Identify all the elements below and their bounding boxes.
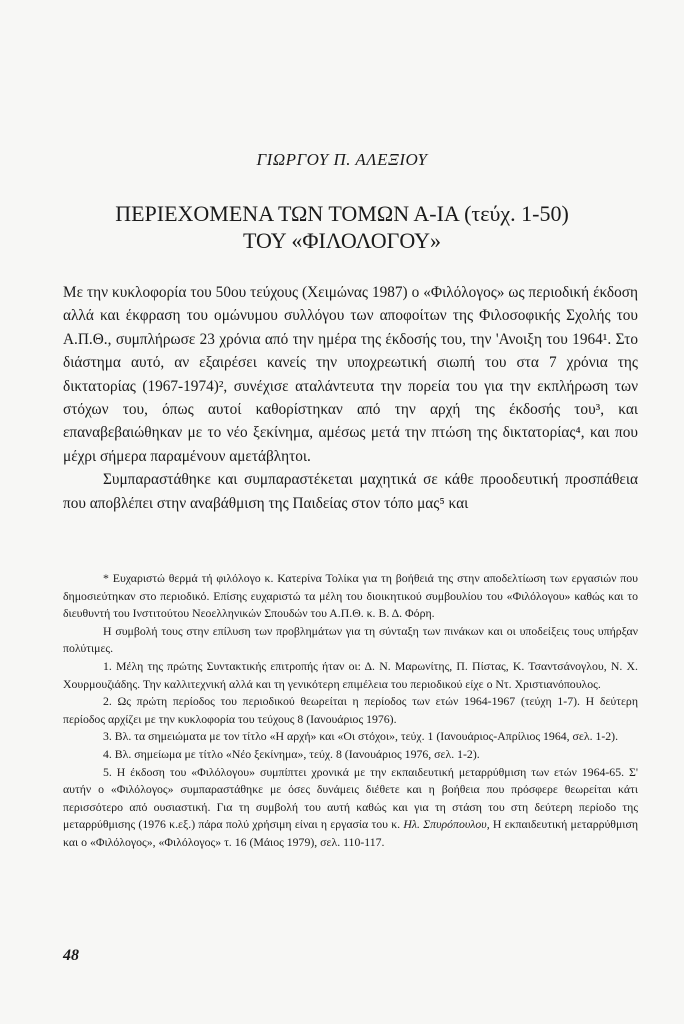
body-paragraph-2: Συμπαραστάθηκε και συμπαραστέκεται μαχητικά σε κάθε προοδευτική προσπάθεια που αποβλέπει στην αναβάθμιση της Παιδείας στον τόπο μας⁵ και [63, 471, 638, 512]
footnotes [63, 570, 638, 852]
title-line-1: ΠΕΡΙΕΧΟΜΕΝΑ ΤΩΝ ΤΟΜΩΝ Α-ΙΑ (τεύχ. 1-50) [115, 201, 569, 226]
article-title [60, 200, 624, 254]
footnote-2: 2. Ως πρώτη περίοδος του περιοδικού θεωρείται η περίοδος των ετών 1964-1967 (τεύχη 1-7). Η δεύτερη περίοδος αρχίζει με την κυκλοφορία του τεύχους 8 (Ιανουάριος 1976). [63, 694, 638, 726]
footnote-4: 4. Βλ. σημείωμα με τίτλο «Νέο ξεκίνημα», τεύχ. 8 (Ιανουάριος 1976, σελ. 1-2). [103, 746, 480, 761]
footnote-1: 1. Μέλη της πρώτης Συντακτικής επιτροπής ήταν οι: Δ. Ν. Μαρωνίτης, Π. Πίστας, Κ. Τσαντσάνογλου, Ν. Χ. Χουρμουζιάδης. Την καλλιτεχνική αλλά και τη γενικότερη επιμέλεια του περιοδικού είχε ο Ντ. Χριστιανόπουλος. [63, 658, 638, 691]
title-line-2: ΤΟΥ «ΦΙΛΟΛΟΓΟΥ» [242, 228, 442, 253]
author-name: ΓΙΩΡΓΟΥ Π. ΑΛΕΞΙΟΥ [256, 150, 428, 169]
footnote-acknowledgement-2: Η συμβολή τους στην επίλυση των προβλημάτων για τη σύνταξη των πινάκων και οι υποδείξεις τους υπήρξαν πολύτιμες. [63, 623, 638, 656]
footnote-5-text-a: 5. Η έκδοση του «Φιλόλογου» συμπίπτει χρονικά με την εκπαιδευτική μεταρρύθμιση των ετών 1964-65. Σ' αυτήν ο «Φιλόλογος» συμπαραστάθηκε με όσες δυνάμεις διέθετε και η βοήθεια που πρόσφερε θεωρείται κάτι περισσότερο από ουσιαστική. Για τη συμβολή του αυτή καθώς και για τη στάση του στη δεύτερη περίοδο της μεταρρύθμισης (1976 κ.εξ.) πάρα πολύ χρήσιμη είναι η εργασία του κ. [63, 764, 638, 832]
body-paragraph-1: Με την κυκλοφορία του 50ου τεύχους (Χειμώνας 1987) ο «Φιλόλογος» ως περιοδική έκδοση αλλά και έκφραση του ομώνυμου συλλόγου των αποφοίτων της Φιλοσοφικής Σχολής του Α.Π.Θ., συμπλήρωσε 23 χρόνια από την ημέρα της έκδοσής του, την 'Ανοιξη του 1964¹. Στο διάστημα αυτό, αν εξαιρέσει κανείς την υποχρεωτική σιωπή του στα 7 χρόνια της δικτατορίας (1967-1974)², συνέχισε αταλάντευτα την πορεία του για την εκπλήρωση των στόχων του, όπως αυτοί καθορίστηκαν από την αρχή της έκδοσής του³, και επαναβεβαιώθηκαν με το νέο ξεκίνημα, αμέσως μετά την πτώση της δικτατορίας⁴, και που μέχρι σήμερα παραμένουν αμετάβλητοι. [63, 284, 638, 465]
footnote-5 [63, 764, 638, 852]
page-number: 48 [63, 947, 79, 964]
footnote-5-author: Ηλ. Σπυρόπουλου, [403, 817, 490, 832]
footnote-3: 3. Βλ. τα σημειώματα με τον τίτλο «Η αρχή» και «Οι στόχοι», τεύχ. 1 (Ιανουάριος-Απρίλιος 1964, σελ. 1-2). [103, 729, 619, 744]
footnote-5-text-b: Η εκπαιδευτική μεταρρύθμιση και ο «Φιλόλογος», «Φιλόλογος» τ. 16 (Μάιος 1979), σελ. 110-117. [63, 817, 638, 849]
article-body [63, 281, 638, 515]
footnote-acknowledgement: * Ευχαριστώ θερμά τή φιλόλογο κ. Κατερίνα Τολίκα για τη βοήθειά της στην αποδελτίωση των εργασιών που δημοσιεύτηκαν στο περιοδικό. Επίσης ευχαριστώ τα μέλη του διοικητικού συμβουλίου του «Φιλόλογου» καθώς και το διευθυντή του Ινστιτούτου Νεοελληνικών Σπουδών του Α.Π.Θ. κ. Β. Δ. Φόρη. [63, 571, 638, 621]
